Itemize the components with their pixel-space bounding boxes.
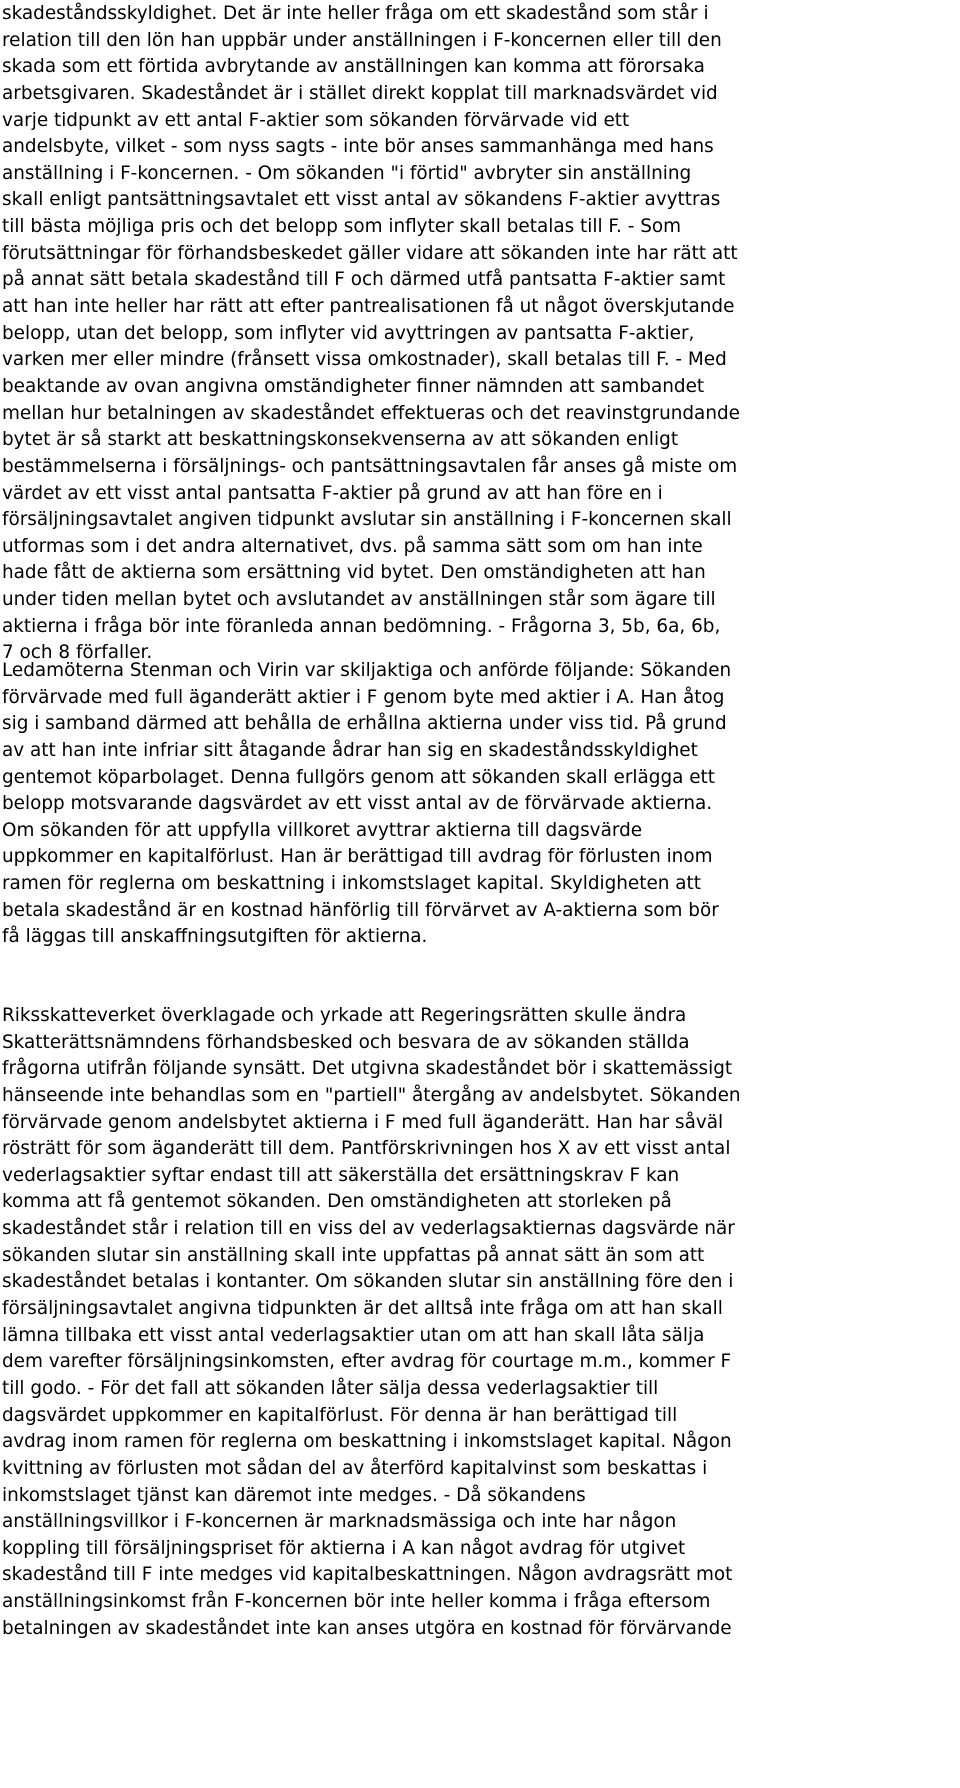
text-line: kvittning av förlusten mot sådan del av återförd kapitalvinst som beskattas i xyxy=(2,1457,708,1479)
text-line: avdrag inom ramen för reglerna om beskattning i inkomstslaget kapital. Någon xyxy=(2,1431,732,1453)
text-line: dem varefter försäljningsinkomsten, efter avdrag för courtage m.m., kommer F xyxy=(2,1351,732,1373)
text-line: försäljningsavtalet angiven tidpunkt avslutar sin anställning i F-koncernen skall xyxy=(2,509,732,531)
text-line: rösträtt för som äganderätt till dem. Pantförskrivningen hos X av ett visst antal xyxy=(2,1138,731,1160)
text-line: mellan hur betalningen av skadeståndet effektueras och det reavinstgrundande xyxy=(2,402,740,424)
text-line: skall enligt pantsättningsavtalet ett visst antal av sökandens F-aktier avyttras xyxy=(2,189,721,211)
text-line: Skatterättsnämndens förhandsbesked och besvara de av sökanden ställda xyxy=(2,1031,690,1053)
text-line: varje tidpunkt av ett antal F-aktier som sökanden förvärvade vid ett xyxy=(2,109,630,131)
text-line: få läggas till anskaffningsutgiften för aktierna. xyxy=(2,926,428,948)
text-line: värdet av ett visst antal pantsatta F-aktier på grund av att han före en i xyxy=(2,482,663,504)
text-line: Ledamöterna Stenman och Virin var skiljaktiga och anförde följande: Sökanden xyxy=(2,660,732,681)
text-line: belopp, utan det belopp, som inflyter vid avyttringen av pantsatta F-aktier, xyxy=(2,322,695,344)
text-line: på annat sätt betala skadestånd till F och därmed utfå pantsatta F-aktier samt xyxy=(2,269,726,291)
text-line: under tiden mellan bytet och avslutandet av anställningen står som ägare till xyxy=(2,589,716,611)
text-line: anställningsvillkor i F-koncernen är marknadsmässiga och inte har någon xyxy=(2,1511,677,1533)
text-line: vederlagsaktier syftar endast till att säkerställa det ersättningskrav F kan xyxy=(2,1164,680,1186)
text-line: arbetsgivaren. Skadeståndet är i stället direkt kopplat till marknadsvärdet vid xyxy=(2,82,718,104)
text-line: koppling till försäljningspriset för aktierna i A kan något avdrag för utgivet xyxy=(2,1537,686,1559)
text-line: gentemot köparbolaget. Denna fullgörs genom att sökanden skall erlägga ett xyxy=(2,766,715,788)
text-line: hade fått de aktierna som ersättning vid bytet. Den omständigheten att han xyxy=(2,562,706,584)
text-line: inkomstslaget tjänst kan däremot inte medges. - Då sökandens xyxy=(2,1484,586,1506)
text-line: uppkommer en kapitalförlust. Han är berättigad till avdrag för förlusten inom xyxy=(2,846,713,868)
text-line: komma att få gentemot sökanden. Den omständigheten att storleken på xyxy=(2,1191,672,1213)
text-line: skadeståndsskyldighet. Det är inte heller fråga om ett skadestånd som står i xyxy=(2,3,709,24)
text-line: frågorna utifrån följande synsätt. Det utgivna skadeståndet bör i skattemässigt xyxy=(2,1058,733,1080)
text-line: skada som ett förtida avbrytande av anställningen kan komma att förorsaka xyxy=(2,56,705,78)
text-line: betala skadestånd är en kostnad hänförlig till förvärvet av A-aktierna som bör xyxy=(2,899,719,921)
text-line: 7 och 8 förfaller. xyxy=(2,642,153,664)
text-line: skadestånd till F inte medges vid kapitalbeskattningen. Någon avdragsrätt mot xyxy=(2,1564,733,1586)
paragraph-dissenting-opinion xyxy=(0,658,960,951)
text-line: till bästa möjliga pris och det belopp som inflyter skall betalas till F. - Som xyxy=(2,216,682,238)
text-line: skadeståndet står i relation till en viss del av vederlagsaktiernas dagsvärde när xyxy=(2,1218,735,1240)
text-line: ramen för reglerna om beskattning i inkomstslaget kapital. Skyldigheten att xyxy=(2,873,701,895)
text-line: lämna tillbaka ett visst antal vederlagsaktier utan om att han skall låta sälja xyxy=(2,1324,705,1346)
text-line: relation till den lön han uppbär under anställningen i F-koncernen eller till den xyxy=(2,29,722,51)
text-line: sökanden slutar sin anställning skall inte uppfattas på annat sätt än som att xyxy=(2,1244,705,1266)
text-line: att han inte heller har rätt att efter pantrealisationen få ut något överskjutande xyxy=(2,296,735,318)
text-line: dagsvärdet uppkommer en kapitalförlust. För denna är han berättigad till xyxy=(2,1404,678,1426)
text-line: bestämmelserna i försäljnings- och pantsättningsavtalen får anses gå miste om xyxy=(2,455,738,477)
paragraph-appeal xyxy=(0,1003,960,1642)
text-line: beaktande av ovan angivna omständigheter finner nämnden att sambandet xyxy=(2,375,705,397)
text-line: förvärvade genom andelsbytet aktierna i F med full äganderätt. Han har såväl xyxy=(2,1111,724,1133)
text-line: anställning i F-koncernen. - Om sökanden "i förtid" avbryter sin anställning xyxy=(2,162,692,184)
text-line: betalningen av skadeståndet inte kan anses utgöra en kostnad för förvärvande xyxy=(2,1617,732,1639)
text-line: varken mer eller mindre (frånsett vissa omkostnader), skall betalas till F. - Med xyxy=(2,349,727,371)
text-line: andelsbyte, vilket - som nyss sagts - inte bör anses sammanhänga med hans xyxy=(2,136,714,158)
text-line: förvärvade med full äganderätt aktier i F genom byte med aktier i A. Han åtog xyxy=(2,686,725,708)
text-line: till godo. - För det fall att sökanden låter sälja dessa vederlagsaktier till xyxy=(2,1377,659,1399)
text-line: hänseende inte behandlas som en "partiell" återgång av andelsbytet. Sökanden xyxy=(2,1084,741,1106)
text-line: belopp motsvarande dagsvärdet av ett visst antal av de förvärvade aktierna. xyxy=(2,793,713,815)
text-line: försäljningsavtalet angivna tidpunkten är det alltså inte fråga om att han skall xyxy=(2,1298,723,1320)
paragraph-board-decision xyxy=(0,1,960,667)
text-line: skadeståndet betalas i kontanter. Om sökanden slutar sin anställning före den i xyxy=(2,1271,734,1293)
text-line: aktierna i fråga bör inte föranleda annan bedömning. - Frågorna 3, 5b, 6a, 6b, xyxy=(2,615,721,637)
text-line: av att han inte infriar sitt åtagande ådrar han sig en skadeståndsskyldighet xyxy=(2,739,698,761)
text-line: sig i samband därmed att behålla de erhållna aktierna under viss tid. På grund xyxy=(2,713,727,735)
text-line: bytet är så starkt att beskattningskonsekvenserna av att sökanden enligt xyxy=(2,429,679,451)
text-line: Riksskatteverket överklagade och yrkade att Regeringsrätten skulle ändra xyxy=(2,1005,687,1026)
text-line: anställningsinkomst från F-koncernen bör inte heller komma i fråga eftersom xyxy=(2,1591,711,1613)
text-line: förutsättningar för förhandsbeskedet gäller vidare att sökanden inte har rätt att xyxy=(2,242,738,264)
text-line: Om sökanden för att uppfylla villkoret avyttrar aktierna till dagsvärde xyxy=(2,819,643,841)
text-line: utformas som i det andra alternativet, dvs. på samma sätt som om han inte xyxy=(2,535,703,557)
